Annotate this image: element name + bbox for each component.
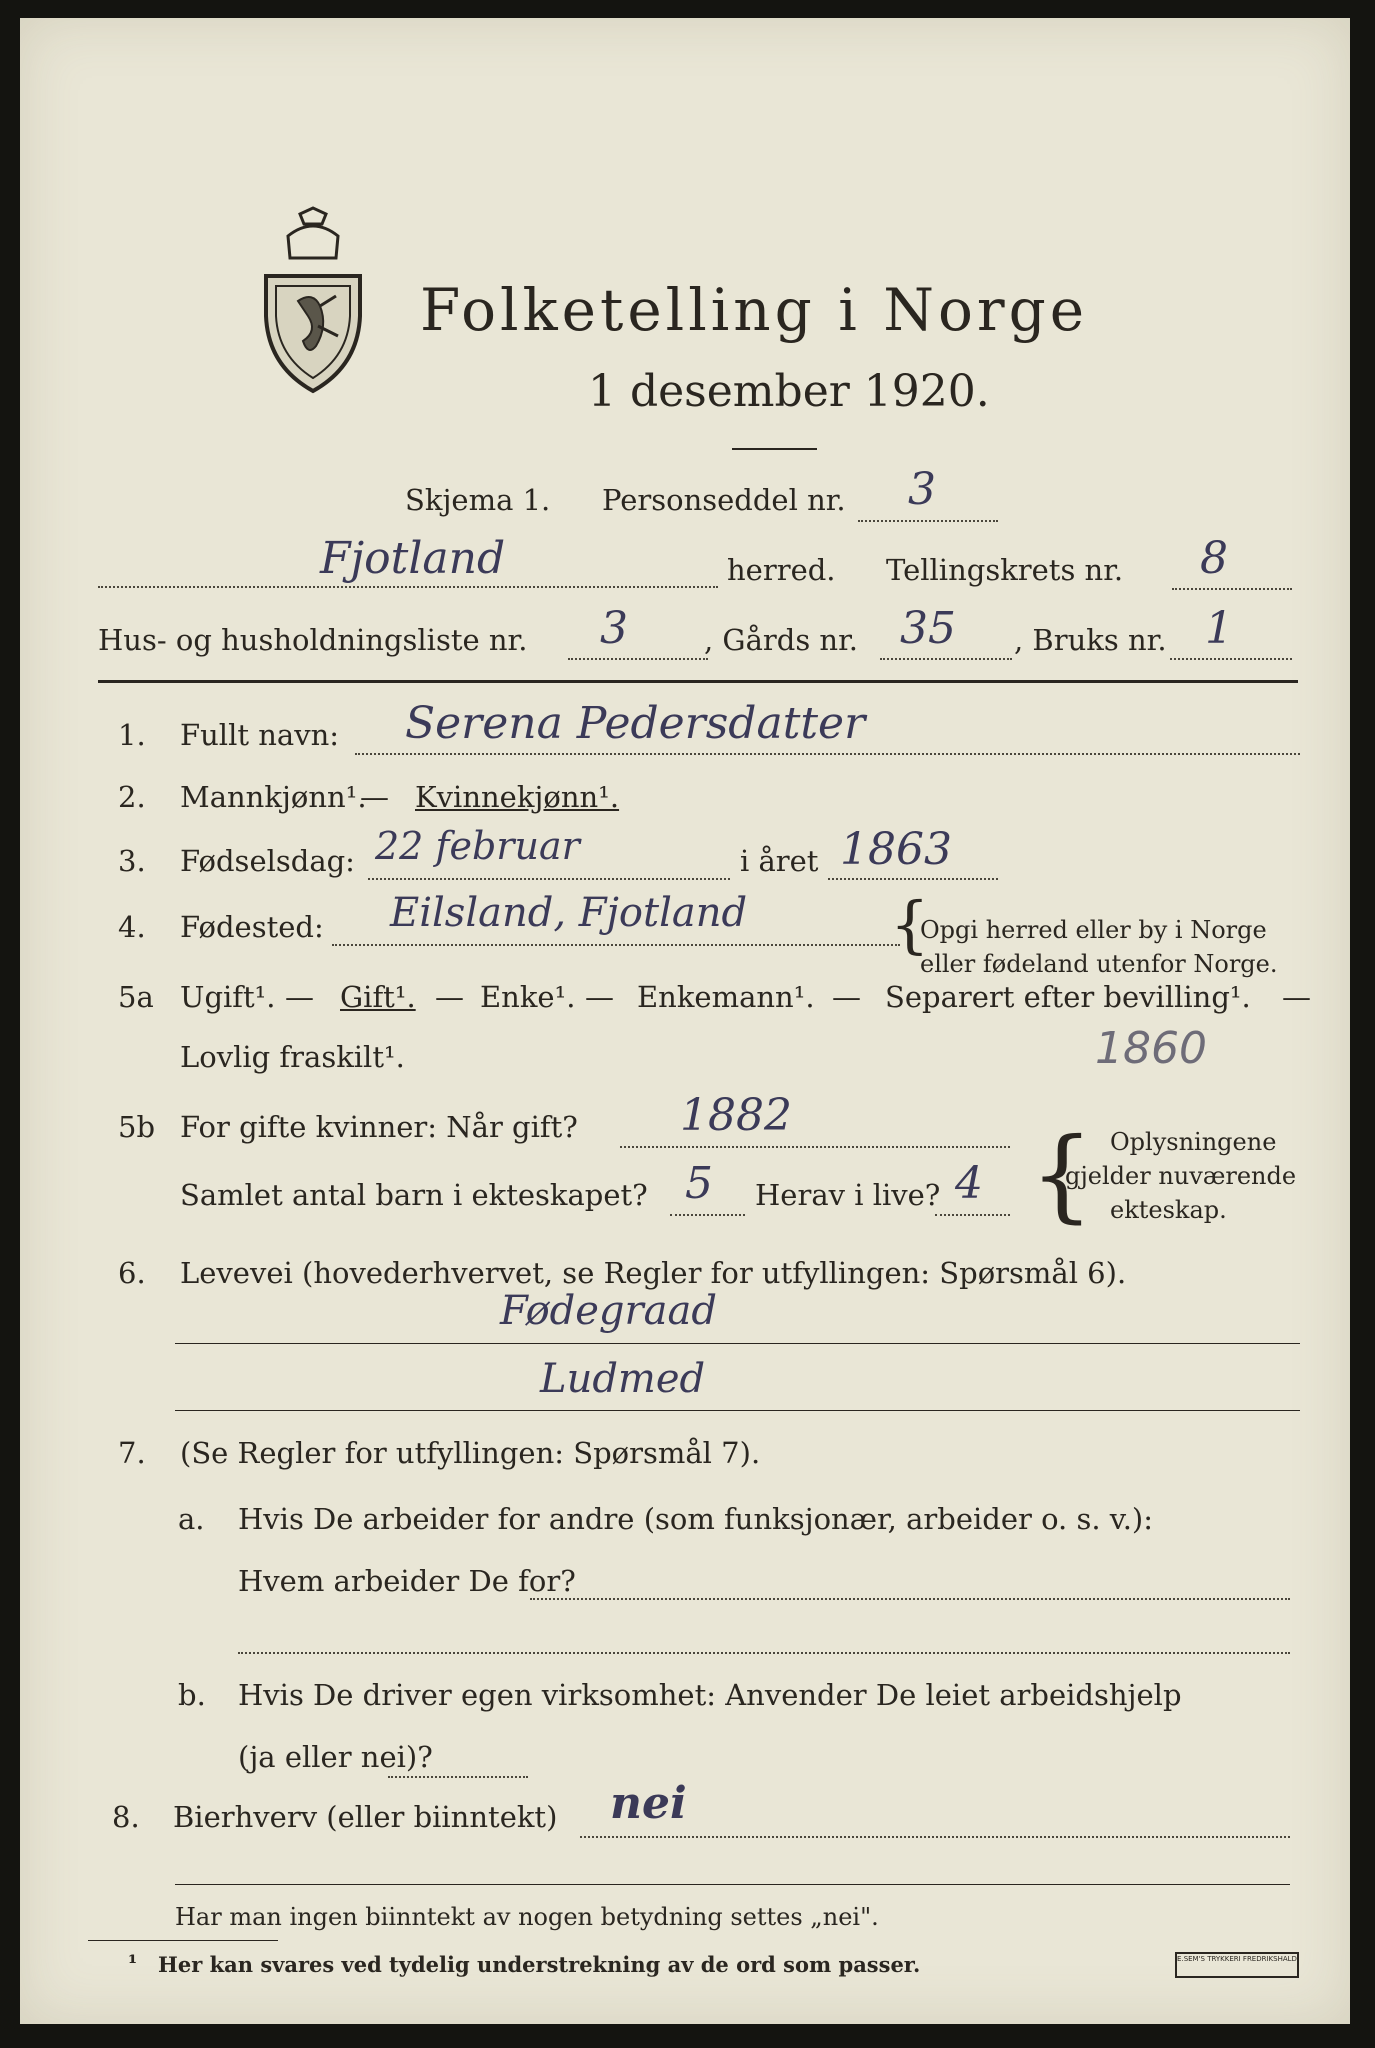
q6-label: Levevei (hovederhvervet, se Regler for utfyllingen: Spørsmål 6). [180, 1256, 1127, 1290]
q5a-enkemann: Enkemann¹. [637, 980, 815, 1014]
q2-male: Mannkjønn¹. [180, 780, 367, 814]
occupation-value-2: Ludmed [540, 1356, 706, 1402]
bruks-value: 1 [1205, 603, 1233, 654]
q8-line-2 [175, 1884, 1290, 1885]
q5a-fraskilt: Lovlig fraskilt¹. [180, 1040, 405, 1074]
q6-number: 6. [118, 1256, 146, 1290]
gards-line [880, 658, 1012, 660]
birthday-value: 22 februar [375, 824, 580, 868]
q5a-enke: Enke¹. [480, 980, 576, 1014]
q5b-label-children: Samlet antal barn i ekteskapet? [180, 1178, 648, 1212]
gards-label: , Gårds nr. [704, 623, 858, 657]
q7b-line [388, 1776, 528, 1778]
q7-number: 7. [118, 1436, 146, 1470]
secondary-income-value: nei [610, 1778, 687, 1829]
bruks-line [1170, 658, 1292, 660]
q5b-note-line1: Oplysningene [1110, 1128, 1277, 1156]
hus-value: 3 [600, 603, 628, 654]
herred-label: herred. [727, 553, 836, 587]
q5b-note-line2: gjelder nuværende [1065, 1162, 1297, 1190]
q8-line [580, 1836, 1290, 1838]
q4-number: 4. [118, 910, 146, 944]
q1-line [355, 753, 1300, 755]
q5b-number: 5b [118, 1110, 156, 1144]
q5a-ugift: Ugift¹. [180, 980, 276, 1014]
q4-note-line2: eller fødeland utenfor Norge. [920, 950, 1278, 978]
herred-value: Fjotland [320, 533, 506, 584]
q3-number: 3. [118, 844, 146, 878]
q7a-text: Hvis De arbeider for andre (som funksjonær, arbeider o. s. v.): [238, 1502, 1154, 1536]
full-name-value: Serena Pedersdatter [405, 698, 866, 749]
q6-line-2 [175, 1410, 1300, 1411]
q7b-question: (ja eller nei)? [238, 1740, 433, 1774]
q3-line [368, 878, 730, 880]
census-date: 1 desember 1920. [588, 366, 990, 417]
q5b-label-alive: Herav i live? [755, 1178, 941, 1212]
q7a-letter: a. [178, 1502, 205, 1536]
q5b-brace: { [1030, 1116, 1094, 1233]
q5a-dash-2: — [435, 980, 464, 1014]
q5b-label-married: For gifte kvinner: Når gift? [180, 1110, 578, 1144]
q7b-letter: b. [178, 1678, 206, 1712]
occupation-value-1: Fødegraad [500, 1288, 717, 1334]
q7a-question: Hvem arbeider De for? [238, 1564, 576, 1598]
bruks-label: , Bruks nr. [1014, 623, 1167, 657]
tellingskrets-value: 8 [1200, 533, 1228, 584]
q5a-number: 5a [118, 980, 154, 1014]
hus-line [568, 658, 708, 660]
q1-label: Fullt navn: [180, 718, 340, 752]
q5a-dash-3: — [585, 980, 614, 1014]
q7-label: (Se Regler for utfyllingen: Spørsmål 7). [180, 1436, 761, 1470]
q1-number: 1. [118, 718, 146, 752]
q5a-dash-1: — [285, 980, 314, 1014]
q5a-dash-4: — [832, 980, 861, 1014]
q5b-children-line [670, 1214, 745, 1216]
q2-female-underlined: Kvinnekjønn¹. [415, 780, 620, 814]
q5b-alive-line [935, 1214, 1010, 1216]
nei-note: Har man ingen biinntekt av nogen betydning settes „nei". [175, 1903, 879, 1931]
q7a-line-2 [238, 1652, 1290, 1654]
tellingskrets-line [1172, 588, 1292, 590]
gards-value: 35 [900, 603, 956, 654]
q3-year-label: i året [740, 844, 819, 878]
footnote-rule [88, 1940, 278, 1941]
q5a-separert: Separert efter bevilling¹. [885, 980, 1251, 1014]
q4-note-line1: Opgi herred eller by i Norge [920, 916, 1267, 944]
coat-of-arms-icon [258, 206, 368, 400]
personseddel-line [858, 520, 998, 522]
printer-mark: E.SEM'S TRYKKERI FREDRIKSHALD [1175, 1952, 1299, 1978]
herred-line [98, 586, 718, 588]
personseddel-value: 3 [908, 464, 936, 515]
birth-year-value: 1863 [840, 824, 952, 875]
title-divider [732, 448, 817, 450]
q4-brace: { [890, 888, 930, 961]
form-title: Folketelling i Norge [420, 276, 1089, 344]
tellingskrets-label: Tellingskrets nr. [886, 553, 1124, 587]
q2-dash: — [360, 780, 389, 814]
census-form [20, 18, 1350, 2024]
footnote-text: Her kan svares ved tydelig understrekning av de ord som passer. [158, 1952, 921, 1977]
q8-label: Bierhverv (eller biinntekt) [173, 1800, 558, 1834]
skjema-label: Skjema 1. [405, 483, 551, 517]
q5a-dash-5: — [1282, 980, 1311, 1014]
q5b-note-line3: ekteskap. [1110, 1196, 1227, 1224]
q8-number: 8. [112, 1800, 140, 1834]
married-year-value: 1882 [680, 1090, 792, 1141]
footnote-mark: ¹ [128, 1950, 138, 1975]
q6-line-1 [175, 1343, 1300, 1344]
header-rule [98, 680, 1298, 683]
personseddel-label: Personseddel nr. [602, 483, 846, 517]
q3-label: Fødselsdag: [180, 844, 355, 878]
q5b-married-line [620, 1146, 1010, 1148]
q7a-line-1 [530, 1598, 1290, 1600]
q3-year-line [828, 878, 998, 880]
children-alive-value: 4 [955, 1158, 983, 1209]
birthplace-value: Eilsland, Fjotland [390, 890, 748, 936]
q7b-text: Hvis De driver egen virksomhet: Anvender De leiet arbeidshjelp [238, 1678, 1182, 1712]
q4-line [332, 944, 900, 946]
q5a-gift-underlined: Gift¹. [340, 980, 416, 1014]
q2-number: 2. [118, 780, 146, 814]
hus-label: Hus- og husholdningsliste nr. [98, 623, 528, 657]
pencil-annotation: 1860 [1095, 1023, 1207, 1074]
q4-label: Fødested: [180, 910, 324, 944]
children-count-value: 5 [685, 1158, 713, 1209]
